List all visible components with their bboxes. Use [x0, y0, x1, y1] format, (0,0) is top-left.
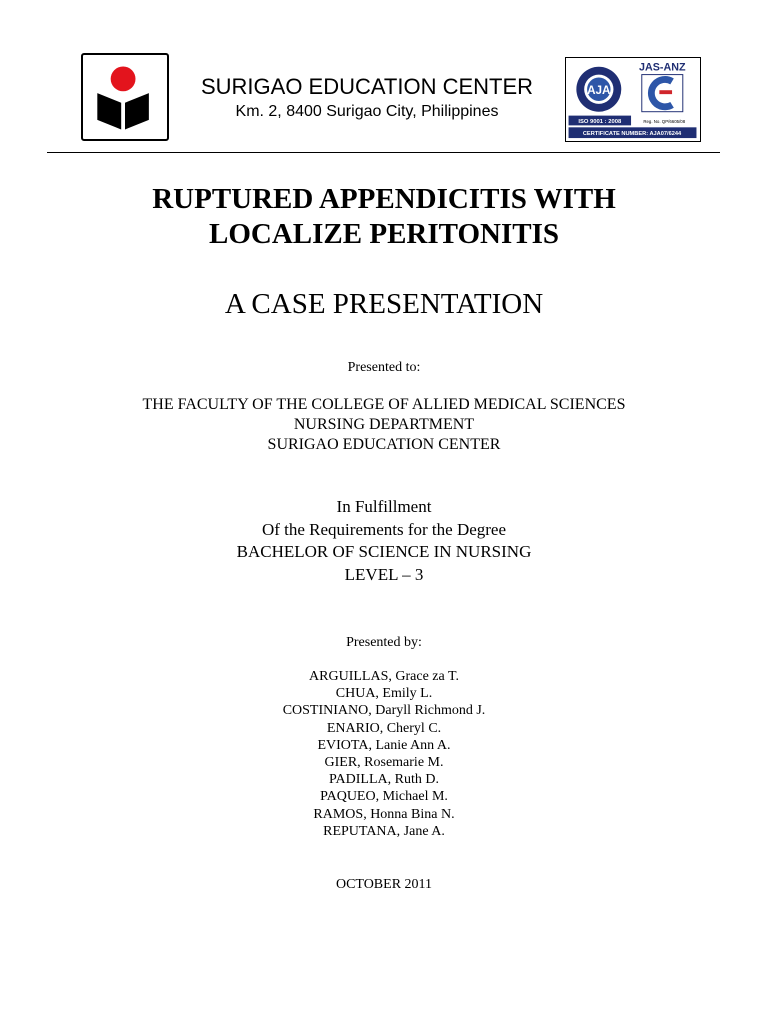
faculty-line: SURIGAO EDUCATION CENTER	[267, 436, 501, 453]
member-name: ENARIO, Cheryl C.	[326, 720, 442, 736]
logo-book-right	[125, 93, 149, 129]
member-name: PADILLA, Ruth D.	[329, 772, 439, 788]
cert-number-text: CERTIFICATE NUMBER: AJA07/6244	[582, 131, 682, 138]
member-name: PAQUEO, Michael M.	[320, 789, 448, 805]
document-date: OCTOBER 2011	[335, 877, 433, 892]
fulfillment-line: Of the Requirements for the Degree	[261, 519, 507, 539]
faculty-block	[0, 395, 768, 455]
logo-circle	[111, 66, 136, 91]
member-name: ARGUILLAS, Grace za T.	[309, 669, 459, 684]
certification-seal-icon	[566, 58, 700, 141]
cert-top-label: JAS-ANZ	[639, 61, 686, 74]
fulfillment-line: BACHELOR OF SCIENCE IN NURSING	[236, 542, 532, 561]
logo-book-left	[97, 93, 121, 129]
cert-iso-text: ISO 9001 : 2008	[578, 118, 622, 125]
cert-seal-text: AJA	[587, 84, 611, 98]
organization-address: Km. 2, 8400 Surigao City, Philippines	[235, 103, 499, 120]
faculty-line: THE FACULTY OF THE COLLEGE OF ALLIED MEDICAL SCIENCES	[142, 396, 626, 413]
fulfillment-line: In Fulfillment	[336, 497, 432, 516]
document-header	[0, 0, 768, 155]
title-line: LOCALIZE PERITONITIS	[209, 218, 559, 250]
organization-name: SURIGAO EDUCATION CENTER	[200, 74, 534, 99]
presented-to-label: Presented to:	[347, 360, 421, 375]
header-divider	[47, 152, 720, 153]
presented-by-label: Presented by:	[346, 635, 422, 650]
cert-reg-text: Reg. No. QP/6605/08	[643, 118, 686, 124]
fulfillment-line: LEVEL – 3	[344, 564, 424, 584]
certification-badge	[565, 57, 701, 142]
document-title	[0, 182, 768, 252]
member-name: EVIOTA, Lanie Ann A.	[317, 737, 451, 753]
faculty-line: NURSING DEPARTMENT	[293, 416, 475, 433]
document-subtitle: A CASE PRESENTATION	[224, 288, 544, 320]
member-name: REPUTANA, Jane A.	[323, 823, 445, 839]
member-name: COSTINIANO, Daryll Richmond J.	[282, 703, 486, 719]
member-name: RAMOS, Honna Bina N.	[313, 806, 455, 822]
member-name: CHUA, Emily L.	[335, 686, 433, 702]
book-and-flame-logo-icon	[83, 55, 167, 139]
member-name: GIER, Rosemarie M.	[324, 755, 444, 771]
members-list	[0, 668, 768, 840]
title-line: RUPTURED APPENDICITIS WITH	[152, 183, 616, 215]
school-logo	[81, 53, 169, 141]
fulfillment-block	[0, 496, 768, 586]
